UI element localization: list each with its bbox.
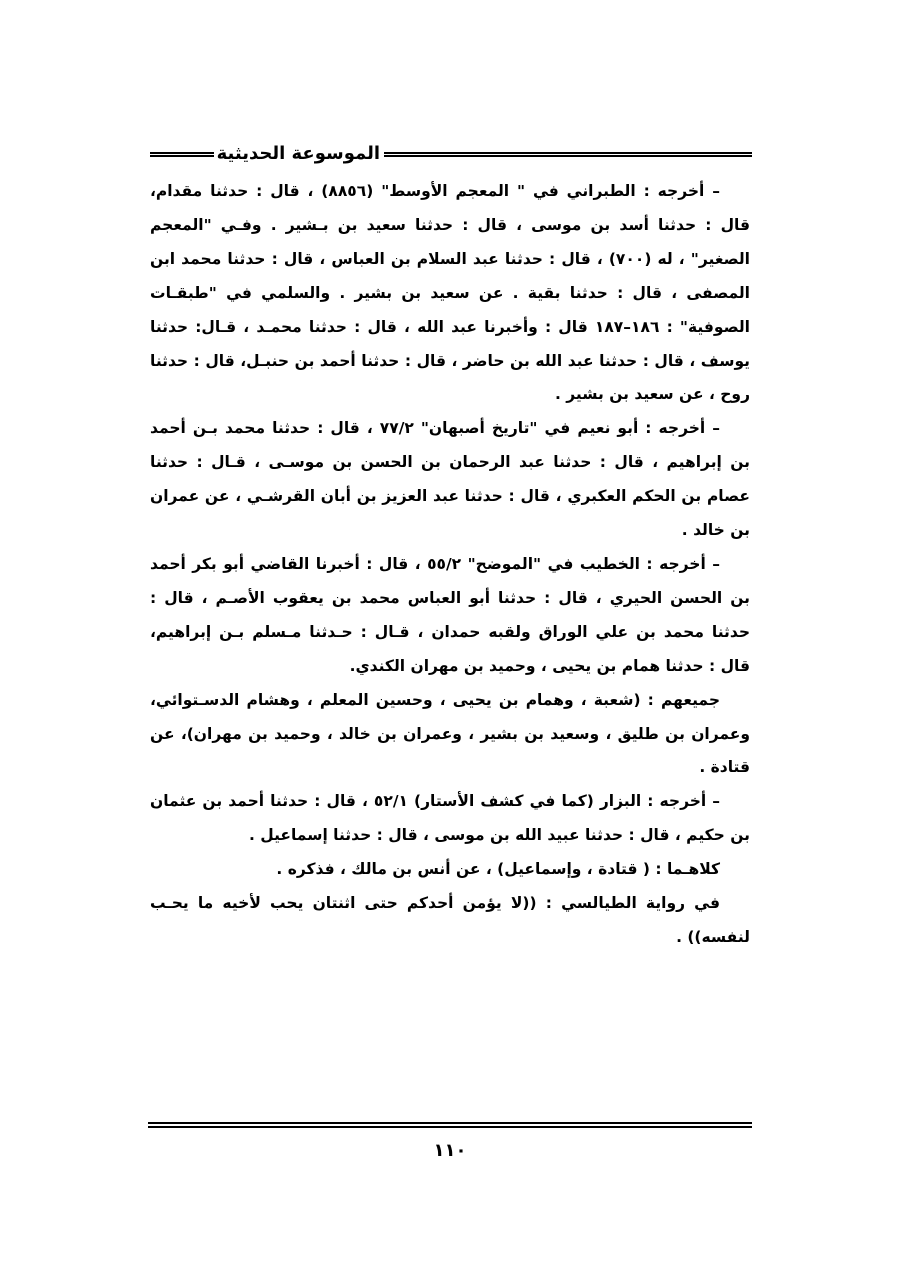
paragraph-jamiuhum: جميعهم : (شعبة ، وهمام بن يحيى ، وحسين المعلم ، وهشام الدسـتوائي، وعمران بن طليق ، وسعيد بن بشير ، وعمران بن خالد ، وحميد بن مهران)، عن قتادة . xyxy=(150,690,750,777)
paragraph-khatib: – أخرجه : الخطيب في "الموضح" ٥٥/٢ ، قال : أخبرنا القاضي أبو بكر أحمد بن الحسن الحيري ، قال : حدثنا أبو العباس محمد بن يعقوب الأصـم ، قال : حدثنا محمد بن علي الوراق ولقبه حمدان ، قـال : حـدثنا مـسلم بـن إبراهيم، قال : حدثنا همام بن يحيى ، وحميد بن مهران الكندي. xyxy=(150,554,750,675)
header-rule-right xyxy=(384,152,752,157)
page-number: ١١٠ xyxy=(433,1140,467,1161)
page-header xyxy=(148,138,752,174)
paragraph-bazzar: – أخرجه : البزار (كما في كشف الأستار) ٥٢/١ ، قال : حدثنا أحمد بن عثمان بن حكيم ، قال : حدثنا عبيد الله بن موسى ، قال : حدثنا إسماعيل . xyxy=(150,792,750,845)
paragraph-tabarani: – أخرجه : الطبراني في " المعجم الأوسط" (٨٨٥٦) ، قال : حدثنا مقدام، قال : حدثنا أسد بن موسى ، قال : حدثنا سعيد بن بـشير . وفـي "المعجم الصغير" ، له (٧٠٠) ، قال : حدثنا عبد السلام بن العباس ، قال : حدثنا محمد ابن المصفى ، قال : حدثنا بقية . عن سعيد بن بشير . والسلمي في "طبقـات الصوفية" : ١٨٦–١٨٧ قال : وأخبرنا عبد الله ، قال : حدثنا محمـد ، قـال: حدثنا يوسف ، قال : حدثنا عبد الله بن حاضر ، قال : حدثنا أحمد بن حنبـل، قال : حدثنا روح ، عن سعيد بن بشير . xyxy=(150,182,750,404)
paragraph-abu-nuaym: – أخرجه : أبو نعيم في "تاريخ أصبهان" ٧٧/٢ ، قال : حدثنا محمد بـن أحمد بن إبراهيم ، قال : حدثنا عبد الرحمان بن الحسن بن موسـى ، قـال : حدثنا عصام بن الحكم العكبري ، قال : حدثنا عبد العزيز بن أبان القرشـي ، عن عمران بن خالد . xyxy=(150,419,750,540)
page-body xyxy=(150,175,750,955)
book-title: الموسوعة الحديثية xyxy=(216,143,380,164)
footer-rule xyxy=(148,1122,752,1128)
paragraph-kilahuma: كلاهـما : ( قتادة ، وإسماعيل) ، عن أنس بن مالك ، فذكره . xyxy=(276,860,720,879)
paragraph-tayalisi: في رواية الطيالسي : ((لا يؤمن أحدكم حتى اثنتان يحب لأخيه ما يحـب لنفسه)) . xyxy=(150,894,750,946)
header-rule-left xyxy=(150,152,214,157)
